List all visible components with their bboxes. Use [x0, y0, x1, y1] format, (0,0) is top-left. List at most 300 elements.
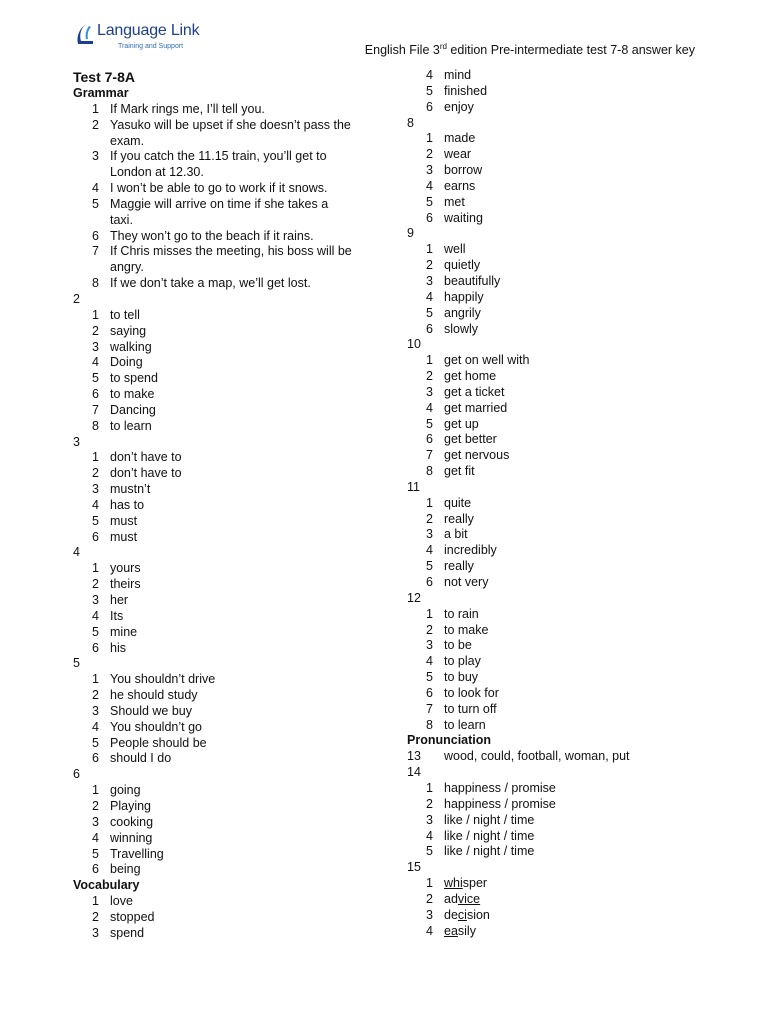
- answer-text: to turn off: [444, 701, 497, 716]
- item-number: 6: [92, 862, 99, 877]
- answer-text: well: [444, 242, 466, 257]
- answer-text: like / night / time: [444, 812, 535, 827]
- answer-text: spend: [110, 925, 145, 940]
- answer-item: [407, 924, 707, 940]
- stressed-syllable: vice: [457, 891, 481, 906]
- answer-item: [407, 385, 707, 401]
- answer-item: [407, 464, 707, 480]
- answer-item: [407, 100, 707, 116]
- answer-text: quite: [444, 495, 472, 510]
- header-superscript: rd: [439, 41, 447, 51]
- question-number: 10: [407, 337, 421, 352]
- answer-text: get nervous: [444, 448, 510, 463]
- item-number: 6: [92, 228, 99, 243]
- question-number: 9: [407, 226, 414, 241]
- stressed-syllable: ci: [457, 907, 467, 922]
- item-number: 3: [426, 638, 433, 653]
- answer-item: [73, 561, 373, 577]
- answer-item: [407, 401, 707, 417]
- document-header: [365, 43, 695, 57]
- answer-text: to make: [110, 387, 155, 402]
- item-number: 5: [426, 305, 433, 320]
- item-number: 6: [426, 575, 433, 589]
- answer-text: her: [110, 593, 129, 607]
- item-number: 5: [426, 670, 433, 685]
- item-number: 4: [426, 400, 433, 415]
- answer-text: yours: [110, 561, 141, 576]
- answer-item: [407, 179, 707, 195]
- answer-text: really: [444, 559, 474, 574]
- answer-item: [73, 244, 373, 260]
- item-number: 5: [92, 196, 99, 211]
- item-number: 4: [426, 543, 433, 558]
- answer-item: [407, 353, 707, 369]
- answer-item: [407, 654, 707, 670]
- right-column: [407, 68, 707, 939]
- answer-text: get better: [444, 432, 497, 447]
- answer-item: [407, 844, 707, 860]
- item-number: 2: [426, 147, 433, 162]
- answer-text: get home: [444, 369, 497, 384]
- item-number: 4: [92, 181, 99, 196]
- answer-continuation: [73, 165, 373, 181]
- answer-text: to make: [444, 622, 489, 637]
- answer-text: finished: [444, 83, 488, 98]
- answer-item: [407, 211, 707, 227]
- question-number: 11: [407, 479, 420, 494]
- item-number: 2: [426, 369, 433, 384]
- answer-text: Playing: [110, 798, 151, 813]
- item-number: 6: [426, 99, 433, 114]
- answer-item: [73, 149, 373, 165]
- answer-item: [407, 290, 707, 306]
- answer-item: [73, 672, 373, 688]
- answer-item: [407, 876, 707, 892]
- item-number: 5: [92, 846, 99, 861]
- answer-text: earns: [444, 178, 476, 193]
- answer-item: [73, 910, 373, 926]
- item-number: 6: [92, 387, 99, 402]
- language-link-logo: [77, 20, 217, 56]
- answer-text: love: [110, 894, 133, 909]
- answer-item: [73, 577, 373, 593]
- answer-continuation: [73, 134, 373, 150]
- answer-text: They won’t go to the beach if it rains.: [110, 228, 314, 243]
- section-heading: Vocabulary: [73, 878, 140, 893]
- answer-text: get married: [444, 400, 508, 415]
- answer-item: [73, 308, 373, 324]
- item-number: 3: [92, 814, 99, 829]
- answer-item: [73, 831, 373, 847]
- item-number: 3: [426, 907, 433, 922]
- answer-text: theirs: [110, 577, 141, 592]
- answer-item: [407, 638, 707, 654]
- item-number: 2: [426, 622, 433, 637]
- answer-item: [73, 799, 373, 815]
- answer-text: cooking: [110, 814, 154, 829]
- word-part: ad: [444, 891, 458, 906]
- item-number: 4: [426, 289, 433, 304]
- answer-item: [73, 514, 373, 530]
- answer-item: [407, 147, 707, 163]
- answer-text: Its: [110, 608, 124, 623]
- item-number: 6: [426, 432, 433, 447]
- answer-item: [407, 417, 707, 433]
- header-suffix: edition Pre-intermediate test 7-8 answer key: [446, 43, 695, 57]
- answer-item: [73, 466, 373, 482]
- answer-item: [73, 181, 373, 197]
- item-number: 6: [426, 210, 433, 225]
- item-number: 8: [92, 418, 99, 433]
- item-number: 5: [426, 559, 433, 574]
- item-number: 2: [92, 798, 99, 813]
- answer-continuation: [73, 260, 373, 276]
- answer-text: mustn’t: [110, 482, 151, 497]
- answer-item: [407, 195, 707, 211]
- answer-item: [407, 908, 707, 924]
- answer-text: [444, 876, 487, 892]
- answer-item: [407, 274, 707, 290]
- answer-text: get fit: [444, 464, 475, 479]
- question-number: 8: [407, 115, 414, 130]
- answer-item: [407, 258, 707, 274]
- section-heading: Pronunciation: [407, 733, 492, 748]
- item-number: 2: [92, 466, 99, 481]
- answer-item: [407, 623, 707, 639]
- answer-item: [73, 641, 373, 657]
- answer-text: being: [110, 862, 141, 877]
- item-number: 4: [92, 497, 99, 512]
- item-number: 2: [426, 258, 433, 273]
- answer-text: must: [110, 513, 138, 528]
- answer-text: stopped: [110, 909, 155, 924]
- item-number: 4: [92, 608, 99, 623]
- answer-text: has to: [110, 497, 145, 512]
- item-number: 1: [92, 783, 99, 798]
- answer-item: [407, 68, 707, 84]
- question-number: 4: [73, 545, 80, 560]
- answer-item: [73, 751, 373, 767]
- answer-text: to look for: [444, 685, 499, 700]
- item-number: 1: [426, 495, 433, 510]
- answer-text: Yasuko will be upset if she doesn’t pass the: [110, 117, 351, 132]
- answer-item: [407, 306, 707, 322]
- answer-text: to learn: [110, 418, 152, 433]
- answer-text: to learn: [444, 717, 486, 732]
- answer-item: [407, 829, 707, 845]
- answer-text: taxi.: [110, 212, 133, 227]
- item-number: 4: [426, 923, 433, 938]
- word-part: sily: [457, 923, 476, 938]
- answer-item: [73, 450, 373, 466]
- item-number: 4: [426, 178, 433, 193]
- answer-text: [444, 924, 476, 940]
- answer-text: happiness / promise: [444, 796, 556, 811]
- answer-item: [73, 355, 373, 371]
- answer-item: [407, 892, 707, 908]
- question-number: 5: [73, 656, 80, 671]
- answer-text: Doing: [110, 355, 143, 370]
- item-number: 5: [426, 83, 433, 98]
- answer-item: [73, 229, 373, 245]
- item-number: 1: [426, 606, 433, 621]
- item-number: 5: [426, 194, 433, 209]
- item-number: 1: [92, 561, 99, 576]
- logo-name: Language Link: [97, 22, 200, 39]
- item-number: 2: [92, 117, 99, 132]
- item-number: 8: [426, 464, 433, 479]
- logo-swoosh-icon: [77, 23, 95, 45]
- stressed-syllable: ea: [444, 923, 458, 938]
- answer-text: winning: [110, 830, 153, 845]
- item-number: 3: [92, 703, 99, 718]
- answer-text: his: [110, 640, 126, 655]
- answer-text: don’t have to: [110, 450, 182, 465]
- question-number: 6: [73, 767, 80, 782]
- answer-item: [73, 625, 373, 641]
- answer-item: [407, 322, 707, 338]
- item-number: 3: [92, 482, 99, 497]
- answer-text: You shouldn’t go: [110, 719, 202, 734]
- test-title: Test 7-8A: [73, 69, 135, 85]
- item-number: 6: [92, 640, 99, 655]
- answer-item: [73, 530, 373, 546]
- section-heading: Grammar: [73, 86, 129, 100]
- answer-text: incredibly: [444, 543, 497, 558]
- numbered-answer: [407, 749, 707, 765]
- answer-item: [73, 276, 373, 292]
- item-number: 3: [426, 812, 433, 827]
- item-number: 3: [92, 593, 99, 607]
- item-number: 2: [92, 323, 99, 338]
- answer-text: don’t have to: [110, 466, 182, 481]
- answer-item: [73, 688, 373, 704]
- item-number: 5: [92, 513, 99, 528]
- item-number: 5: [92, 735, 99, 750]
- item-number: 4: [426, 68, 433, 82]
- answer-item: [73, 102, 373, 118]
- answer-text: London at 12.30.: [110, 165, 204, 180]
- answer-item: [73, 498, 373, 514]
- answer-text: like / night / time: [444, 844, 535, 859]
- item-number: 1: [426, 353, 433, 368]
- item-number: 1: [92, 101, 99, 116]
- item-number: 4: [426, 828, 433, 843]
- answer-text: get on well with: [444, 353, 530, 368]
- word-part: de: [444, 907, 458, 922]
- item-number: 3: [92, 149, 99, 164]
- answer-text: If Mark rings me, I’ll tell you.: [110, 101, 265, 116]
- item-number: 6: [92, 751, 99, 766]
- answer-item: [407, 575, 707, 591]
- answer-text: waiting: [444, 210, 483, 225]
- answer-text: quietly: [444, 258, 481, 273]
- answer-text: happiness / promise: [444, 780, 556, 795]
- answer-item: [73, 403, 373, 419]
- answer-text: like / night / time: [444, 828, 535, 843]
- answer-text: to buy: [444, 670, 479, 685]
- answer-text: walking: [110, 339, 152, 354]
- answer-text: angrily: [444, 305, 481, 320]
- word-part: sion: [466, 907, 490, 922]
- item-number: 1: [92, 672, 99, 687]
- answer-text: angry.: [110, 260, 144, 275]
- answer-text: You shouldn’t drive: [110, 672, 216, 687]
- answer-text: If we don’t take a map, we’ll get lost.: [110, 276, 311, 291]
- answer-item: [73, 704, 373, 720]
- item-number: 3: [426, 273, 433, 288]
- answer-text: should I do: [110, 751, 172, 766]
- answer-item: [73, 720, 373, 736]
- answer-item: [73, 847, 373, 863]
- answer-item: [73, 894, 373, 910]
- answer-item: [73, 118, 373, 134]
- item-number: 2: [92, 688, 99, 703]
- answer-text: get a ticket: [444, 384, 505, 399]
- answer-item: [407, 797, 707, 813]
- item-number: 7: [92, 402, 99, 417]
- item-number: 2: [92, 909, 99, 924]
- answer-text: going: [110, 783, 141, 798]
- answer-item: [73, 324, 373, 340]
- answer-item: [407, 527, 707, 543]
- answer-item: [73, 387, 373, 403]
- answer-text: wood, could, football, woman, put: [444, 749, 630, 764]
- item-number: 7: [426, 701, 433, 716]
- item-number: 7: [92, 244, 99, 259]
- question-number: 12: [407, 590, 421, 605]
- answer-text: [444, 908, 490, 924]
- answer-text: mine: [110, 624, 138, 639]
- item-number: 2: [426, 891, 433, 906]
- answer-text: must: [110, 529, 138, 544]
- answer-text: to tell: [110, 307, 140, 322]
- item-number: 1: [426, 131, 433, 146]
- word-part: sper: [462, 876, 488, 891]
- item-number: 3: [426, 163, 433, 178]
- item-number: 3: [92, 339, 99, 354]
- answer-item: [73, 609, 373, 625]
- item-number: 1: [92, 307, 99, 322]
- answer-text: Maggie will arrive on time if she takes a: [110, 196, 329, 211]
- item-number: 5: [92, 624, 99, 639]
- answer-item: [407, 432, 707, 448]
- stressed-syllable: whi: [444, 876, 463, 891]
- item-number: 6: [426, 321, 433, 336]
- item-number: 2: [92, 577, 99, 592]
- question-number: 14: [407, 765, 421, 780]
- answer-item: [407, 670, 707, 686]
- answer-text: happily: [444, 289, 484, 304]
- answer-item: [407, 543, 707, 559]
- answer-item: [407, 131, 707, 147]
- answer-text: beautifully: [444, 273, 501, 288]
- answer-text: to be: [444, 638, 472, 653]
- answer-item: [407, 559, 707, 575]
- answer-item: [407, 84, 707, 100]
- item-number: 7: [426, 448, 433, 463]
- answer-text: Should we buy: [110, 703, 193, 718]
- answer-item: [73, 197, 373, 213]
- item-number: 3: [92, 925, 99, 940]
- header-prefix: English File 3: [364, 43, 440, 57]
- answer-text: If you catch the 11.15 train, you’ll get to: [110, 149, 327, 164]
- item-number: 1: [426, 876, 433, 891]
- answer-item: [73, 783, 373, 799]
- item-number: 4: [92, 719, 99, 734]
- answer-text: borrow: [444, 163, 483, 178]
- answer-item: [407, 607, 707, 623]
- item-number: 1: [426, 242, 433, 257]
- answer-item: [407, 718, 707, 734]
- question-number: 3: [73, 434, 80, 449]
- answer-item: [73, 862, 373, 878]
- item-number: 4: [92, 830, 99, 845]
- answer-text: I won’t be able to go to work if it snows.: [110, 181, 328, 196]
- answer-text: wear: [444, 147, 472, 162]
- answer-text: Travelling: [110, 846, 164, 861]
- answer-text: exam.: [110, 133, 145, 148]
- answer-item: [73, 815, 373, 831]
- answer-text: get up: [444, 416, 479, 431]
- question-number: 13: [407, 749, 421, 764]
- item-number: 4: [426, 654, 433, 669]
- answer-text: If Chris misses the meeting, his boss will be: [110, 244, 352, 259]
- answer-item: [407, 496, 707, 512]
- answer-text: not very: [444, 575, 489, 589]
- item-number: 5: [426, 844, 433, 859]
- answer-item: [407, 448, 707, 464]
- answer-text: met: [444, 194, 465, 209]
- left-column: [73, 68, 373, 942]
- answer-text: to spend: [110, 371, 158, 386]
- answer-item: [407, 781, 707, 797]
- answer-text: made: [444, 131, 476, 146]
- item-number: 5: [92, 371, 99, 386]
- answer-text: saying: [110, 323, 147, 338]
- item-number: 5: [426, 416, 433, 431]
- answer-text: to play: [444, 654, 481, 669]
- item-number: 8: [92, 276, 99, 291]
- answer-text: Dancing: [110, 402, 156, 417]
- item-number: 1: [426, 780, 433, 795]
- answer-text: he should study: [110, 688, 198, 703]
- answer-item: [407, 813, 707, 829]
- item-number: 8: [426, 717, 433, 732]
- answer-text: slowly: [444, 321, 479, 336]
- question-number: 15: [407, 860, 421, 875]
- question-number: 2: [73, 291, 80, 306]
- answer-continuation: [73, 213, 373, 229]
- item-number: 3: [426, 527, 433, 542]
- item-number: 2: [426, 796, 433, 811]
- item-number: 1: [92, 450, 99, 465]
- answer-item: [73, 482, 373, 498]
- item-number: 4: [92, 355, 99, 370]
- answer-item: [73, 340, 373, 356]
- item-number: 3: [426, 384, 433, 399]
- answer-item: [73, 371, 373, 387]
- answer-text: mind: [444, 68, 472, 82]
- item-number: 1: [92, 894, 99, 909]
- answer-item: [73, 926, 373, 942]
- answer-item: [73, 736, 373, 752]
- answer-text: [444, 892, 480, 908]
- item-number: 6: [426, 685, 433, 700]
- answer-item: [407, 686, 707, 702]
- answer-item: [407, 702, 707, 718]
- item-number: 2: [426, 511, 433, 526]
